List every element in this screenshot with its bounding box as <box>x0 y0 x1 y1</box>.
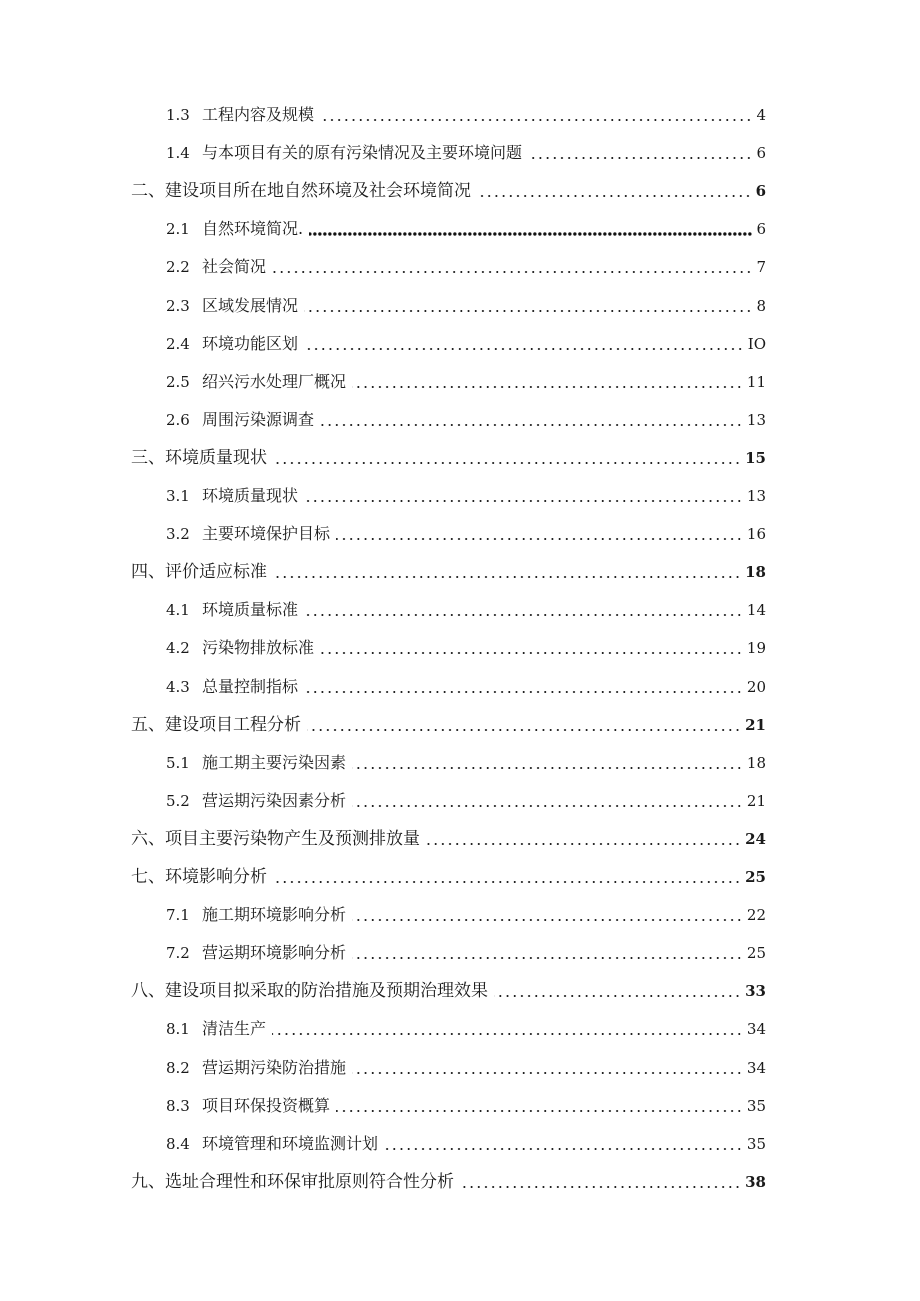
toc-entry-title: 营运期污染因素分析 <box>202 790 347 810</box>
toc-section-entry[interactable] <box>0 253 920 277</box>
toc-section-entry[interactable] <box>0 749 920 773</box>
toc-section-entry[interactable] <box>0 406 920 430</box>
toc-dot-leader <box>460 1185 741 1189</box>
toc-dot-leader <box>272 1032 743 1036</box>
toc-page-number: 21 <box>746 791 766 810</box>
toc-entry-number: 4.3 <box>166 677 190 696</box>
toc-section-entry[interactable] <box>0 939 920 963</box>
toc-entry-title: 五、建设项目工程分析 <box>131 714 301 735</box>
toc-chapter-entry[interactable] <box>0 825 920 849</box>
toc-dot-leader <box>477 194 752 198</box>
toc-section-entry[interactable] <box>0 1054 920 1078</box>
toc-page-number: 25 <box>745 868 766 886</box>
toc-entry-number: 2.6 <box>166 410 190 429</box>
toc-entry-title: 总量控制指标 <box>202 676 299 696</box>
toc-dot-leader <box>304 499 743 503</box>
toc-chapter-entry[interactable] <box>0 863 920 887</box>
toc-entry-number: 3.2 <box>166 525 190 544</box>
toc-entry-title: 环境管理和环境监测计划 <box>202 1133 379 1153</box>
toc-section-entry[interactable] <box>0 634 920 658</box>
toc-section-entry[interactable] <box>0 520 920 544</box>
toc-dot-leader <box>528 156 752 160</box>
toc-entry-title: 九、选址合理性和环保审批原则符合性分析 <box>131 1171 454 1192</box>
toc-page-number: 33 <box>745 982 766 1001</box>
toc-chapter-entry[interactable] <box>0 1168 920 1192</box>
toc-dot-leader <box>304 690 743 694</box>
toc-dot-leader <box>336 537 743 541</box>
toc-page-number: 8 <box>756 296 766 315</box>
toc-section-entry[interactable] <box>0 215 920 239</box>
toc-page-number: 6 <box>755 182 766 201</box>
toc-entry-number: 3.1 <box>166 487 190 505</box>
toc-entry-title: 周围污染源调查 <box>202 409 315 429</box>
toc-dot-leader <box>320 423 743 427</box>
toc-page-number: 18 <box>746 753 766 772</box>
toc-entry-title: 施工期环境影响分析 <box>202 905 347 925</box>
toc-entry-number: 7.1 <box>166 906 190 925</box>
toc-page-number: 6 <box>756 144 766 163</box>
toc-entry-number: 8.1 <box>166 1020 190 1039</box>
toc-entry-number: 2.4 <box>166 334 190 353</box>
toc-page-number: 20 <box>746 677 766 696</box>
toc-entry-title: 施工期主要污染因素 <box>202 752 347 772</box>
toc-dot-leader <box>309 232 752 236</box>
toc-section-entry[interactable] <box>0 101 920 125</box>
toc-entry-number: 2.1 <box>166 220 190 239</box>
toc-page-number: 24 <box>745 829 766 848</box>
toc-section-entry[interactable] <box>0 292 920 316</box>
toc-entry-title: 绍兴污水处理厂概况 <box>202 371 347 391</box>
toc-entry-number: 8.4 <box>166 1134 190 1153</box>
toc-entry-title: 二、建设项目所在地自然环境及社会环境简况 <box>131 181 471 202</box>
toc-entry-title: 项目环保投资概算 <box>202 1095 331 1115</box>
toc-entry-title: 清洁生产 <box>202 1019 267 1039</box>
toc-entry-title: 环境质量现状 <box>202 486 299 505</box>
toc-chapter-entry[interactable] <box>0 711 920 735</box>
toc-entry-title: 环境功能区划 <box>202 333 299 353</box>
toc-dot-leader <box>494 994 741 998</box>
toc-entry-number: 2.2 <box>166 258 190 277</box>
toc-entry-number: 1.3 <box>166 106 190 124</box>
toc-section-entry[interactable] <box>0 482 920 506</box>
toc-dot-leader <box>384 1147 743 1151</box>
toc-dot-leader <box>304 613 743 617</box>
toc-entry-title: 三、环境质量现状 <box>131 447 267 468</box>
toc-entry-number: 2.3 <box>166 296 190 315</box>
toc-section-entry[interactable] <box>0 368 920 392</box>
toc-entry-number: 4.2 <box>166 639 190 658</box>
toc-dot-leader <box>352 385 743 389</box>
toc-chapter-entry[interactable] <box>0 558 920 582</box>
toc-entry-title: 营运期污染防治措施 <box>202 1057 347 1077</box>
toc-page-number: 15 <box>745 448 766 467</box>
toc-chapter-entry[interactable] <box>0 444 920 468</box>
toc-entry-title: 污染物排放标准 <box>202 638 315 658</box>
toc-entry-number: 4.1 <box>166 601 190 620</box>
toc-page-number: 16 <box>746 525 766 544</box>
toc-chapter-entry[interactable] <box>0 177 920 201</box>
toc-entry-number: 1.4 <box>166 144 190 163</box>
toc-entry-title: 环境质量标准 <box>202 600 299 620</box>
toc-section-entry[interactable] <box>0 139 920 163</box>
toc-section-entry[interactable] <box>0 787 920 811</box>
toc-entry-title: 社会简况 <box>202 257 267 277</box>
toc-dot-leader <box>273 461 741 465</box>
toc-dot-leader <box>352 804 743 808</box>
toc-page-number: 13 <box>746 410 766 429</box>
toc-page-number: IO <box>747 334 766 353</box>
toc-dot-leader <box>273 880 741 884</box>
toc-dot-leader <box>307 728 741 732</box>
toc-section-entry[interactable] <box>0 1092 920 1116</box>
toc-entry-title: 八、建设项目拟采取的防治措施及预期治理效果 <box>131 981 488 1002</box>
toc-dot-leader <box>352 766 743 770</box>
toc-page-number: 35 <box>746 1134 766 1153</box>
toc-entry-number: 5.2 <box>166 791 190 810</box>
toc-entry-title: 工程内容及规模 <box>202 105 315 124</box>
toc-entry-title: 营运期环境影响分析 <box>202 943 347 963</box>
toc-page-number: 7 <box>756 258 766 277</box>
toc-dot-leader <box>352 918 743 922</box>
toc-dot-leader <box>304 309 752 313</box>
toc-dot-leader <box>320 651 743 655</box>
toc-page-number: 14 <box>746 601 766 620</box>
toc-section-entry[interactable] <box>0 673 920 697</box>
toc-page-number: 34 <box>746 1058 766 1077</box>
toc-page-number: 38 <box>745 1172 766 1191</box>
toc-dot-leader <box>352 1071 743 1075</box>
toc-page-number: 13 <box>746 487 766 505</box>
toc-section-entry[interactable] <box>0 1015 920 1039</box>
toc-entry-number: 8.2 <box>166 1058 190 1077</box>
toc-entry-number: 8.3 <box>166 1096 190 1115</box>
toc-entry-title: 七、环境影响分析 <box>131 867 267 887</box>
toc-entry-title: 自然环境简况. <box>202 219 304 239</box>
toc-page-number: 35 <box>746 1096 766 1115</box>
toc-section-entry[interactable] <box>0 1130 920 1154</box>
toc-section-entry[interactable] <box>0 330 920 354</box>
toc-entry-title: 主要环境保护目标 <box>202 524 331 544</box>
toc-entry-title: 与本项目有关的原有污染情况及主要环境问题 <box>202 143 523 163</box>
toc-entry-number: 5.1 <box>166 753 190 772</box>
toc-page-number: 25 <box>746 944 766 963</box>
toc-page-number: 6 <box>756 220 766 239</box>
toc-dot-leader <box>273 575 741 579</box>
toc-section-entry[interactable] <box>0 596 920 620</box>
toc-dot-leader <box>336 1109 743 1113</box>
toc-page-number: 19 <box>746 639 766 658</box>
toc-dot-leader <box>352 956 743 960</box>
toc-page-number: 18 <box>745 563 766 582</box>
toc-entry-title: 四、评价适应标准 <box>131 562 267 583</box>
toc-entry-title: 区域发展情况 <box>202 295 299 315</box>
toc-page-number: 21 <box>745 715 766 734</box>
toc-section-entry[interactable] <box>0 901 920 925</box>
toc-page-number: 4 <box>756 106 766 124</box>
toc-entry-title: 六、项目主要污染物产生及预测排放量 <box>131 828 420 849</box>
toc-page-number: 11 <box>746 372 766 391</box>
toc-page-number: 34 <box>746 1020 766 1039</box>
toc-page-number: 22 <box>746 906 766 925</box>
toc-dot-leader <box>272 270 752 274</box>
toc-chapter-entry[interactable] <box>0 977 920 1001</box>
toc-dot-leader <box>426 842 741 846</box>
toc-entry-number: 7.2 <box>166 944 190 963</box>
toc-dot-leader <box>304 347 744 351</box>
toc-dot-leader <box>320 118 752 122</box>
toc-entry-number: 2.5 <box>166 372 190 391</box>
